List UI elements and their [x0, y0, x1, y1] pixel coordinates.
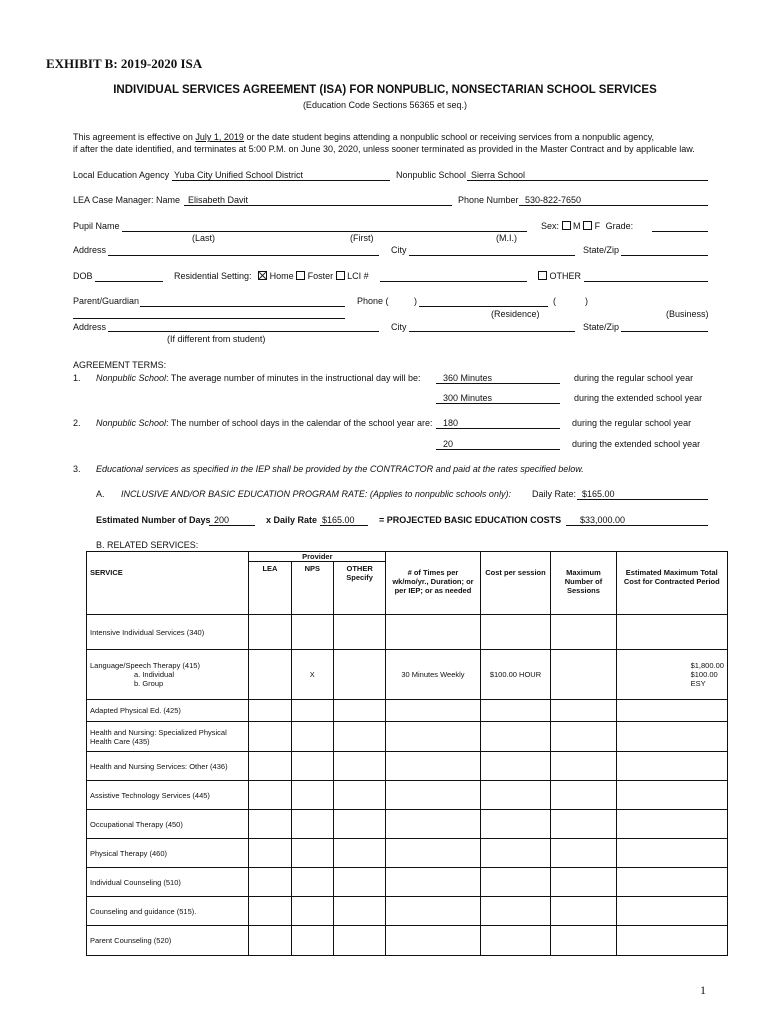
terms-heading: AGREEMENT TERMS:: [73, 360, 167, 370]
term-3-number: 3.: [73, 464, 81, 474]
term-2-desc-1: during the regular school year: [572, 418, 692, 428]
lea-cell[interactable]: [249, 897, 291, 926]
service-name: Parent Counseling (520): [87, 926, 249, 956]
header-est: Estimated Maximum Total Cost for Contracted Period: [616, 552, 727, 615]
table-row: [87, 650, 728, 700]
times-cell[interactable]: [386, 700, 480, 722]
term-1-label: Nonpublic School: [96, 373, 167, 383]
nps-cell[interactable]: [291, 839, 333, 868]
table-row: [87, 781, 728, 810]
lea-cell[interactable]: [249, 839, 291, 868]
last-caption: (Last): [192, 233, 216, 243]
lea-cell[interactable]: [249, 700, 291, 722]
nps-cell[interactable]: X: [291, 650, 333, 700]
header-cost: Cost per session: [480, 552, 551, 615]
cost-cell[interactable]: [480, 868, 551, 897]
sex-f-checkbox[interactable]: [583, 221, 592, 230]
other-cell[interactable]: [333, 752, 385, 781]
city-line[interactable]: [409, 255, 575, 256]
est-cell[interactable]: [616, 868, 727, 897]
max-cell[interactable]: [551, 810, 616, 839]
other-cell[interactable]: [333, 868, 385, 897]
section-a-text: INCLUSIVE AND/OR BASIC EDUCATION PROGRAM RATE: (Applies to nonpublic schools only):: [121, 489, 511, 499]
phone-line: [519, 205, 708, 206]
service-sub-group: b. Group: [134, 679, 164, 688]
term-2-text: [96, 418, 433, 428]
cost-cell[interactable]: [480, 700, 551, 722]
grade-line[interactable]: [652, 231, 708, 232]
residence-caption: (Residence): [491, 309, 540, 319]
other-field: [538, 271, 581, 281]
header-provider: Provider: [249, 552, 386, 562]
different-caption: (If different from student): [167, 334, 266, 344]
est-cell[interactable]: [616, 926, 727, 956]
lea-cell[interactable]: [249, 868, 291, 897]
guardian-statezip-line[interactable]: [621, 331, 708, 332]
guardian-line[interactable]: [140, 306, 345, 307]
est-cell[interactable]: [616, 781, 727, 810]
daily-rate-value[interactable]: $165.00: [582, 489, 615, 499]
table-row: [87, 752, 728, 781]
est-cell[interactable]: [616, 722, 727, 752]
document-subtitle: (Education Code Sections 56365 et seq.): [302, 100, 468, 110]
service-name: Individual Counseling (510): [87, 868, 249, 897]
term-2-line-1: [436, 428, 560, 429]
city-label: City: [391, 245, 407, 255]
max-cell[interactable]: [551, 926, 616, 956]
service-name: Intensive Individual Services (340): [87, 615, 249, 650]
residence-phone-line[interactable]: [419, 306, 548, 307]
lea-cell[interactable]: [249, 781, 291, 810]
est-cell[interactable]: [616, 650, 727, 700]
guardian-phone-label: Phone (: [357, 296, 389, 306]
guardian-address-label: Address: [73, 322, 107, 332]
header-service: SERVICE: [87, 552, 249, 615]
header-other: OTHER Specify: [333, 562, 385, 615]
service-name: [87, 650, 249, 700]
cost-cell[interactable]: $100.00 HOUR: [480, 650, 551, 700]
term-1-value-1[interactable]: 360 Minutes: [443, 373, 493, 383]
cost-cell[interactable]: [480, 781, 551, 810]
times-cell[interactable]: [386, 897, 480, 926]
times-cell[interactable]: [386, 615, 480, 650]
est-days-value[interactable]: 200: [214, 515, 230, 525]
nps-cell[interactable]: [291, 868, 333, 897]
intro-text-b: or the date student begins attending a nonpublic school or receiving services from a nonpublic agency,: [243, 132, 655, 142]
term-2-number: 2.: [73, 418, 81, 428]
est-cell[interactable]: [616, 810, 727, 839]
business-paren-open: (: [553, 296, 556, 306]
other-cell[interactable]: [333, 615, 385, 650]
grade-label: Grade:: [605, 221, 634, 231]
pupil-name-label: Pupil Name: [73, 221, 120, 231]
table-row: [87, 810, 728, 839]
lea-cell[interactable]: [249, 615, 291, 650]
service-name: Adapted Physical Ed. (425): [87, 700, 249, 722]
projected-label: = PROJECTED BASIC EDUCATION COSTS: [379, 515, 562, 525]
lci-label: LCI #: [347, 271, 369, 281]
times-cell[interactable]: [386, 926, 480, 956]
est-cell[interactable]: [616, 839, 727, 868]
section-a-letter: A.: [96, 489, 105, 499]
nps-label: Nonpublic School: [396, 170, 467, 180]
term-2-value-1[interactable]: 180: [443, 418, 459, 428]
term-2-line-2: [436, 449, 560, 450]
sex-label: Sex:: [541, 221, 560, 231]
effective-date: July 1, 2019: [195, 132, 244, 142]
lea-cell[interactable]: [249, 752, 291, 781]
guardian-line-2[interactable]: [73, 318, 345, 319]
table-row: [87, 722, 728, 752]
header-nps: NPS: [291, 562, 333, 615]
statezip-label: State/Zip: [583, 245, 620, 255]
other-cell[interactable]: [333, 722, 385, 752]
statezip-line[interactable]: [621, 255, 708, 256]
guardian-label: Parent/Guardian: [73, 296, 140, 306]
address-label: Address: [73, 245, 107, 255]
max-cell[interactable]: [551, 615, 616, 650]
sex-m-checkbox[interactable]: [562, 221, 571, 230]
est-days-label: Estimated Number of Days: [96, 515, 211, 525]
term-1-desc-1: during the regular school year: [574, 373, 694, 383]
projected-line: [566, 525, 708, 526]
home-checkbox[interactable]: [258, 271, 267, 280]
times-cell[interactable]: 30 Minutes Weekly: [386, 650, 480, 700]
projected-value[interactable]: $33,000.00: [580, 515, 626, 525]
est-cell[interactable]: [616, 752, 727, 781]
nps-value[interactable]: Sierra School: [471, 170, 526, 180]
est-value-esy: $100.00 ESY: [690, 670, 718, 688]
x-daily-label: x Daily Rate: [266, 515, 318, 525]
other-cell[interactable]: [333, 839, 385, 868]
sex-field: [541, 221, 633, 231]
residential-label: Residential Setting:: [174, 271, 252, 281]
service-name: Health and Nursing: Specialized Physical Health Care (435): [87, 722, 249, 752]
service-name: Physical Therapy (460): [87, 839, 249, 868]
first-caption: (First): [350, 233, 374, 243]
phone-value[interactable]: 530-822-7650: [525, 195, 582, 205]
lea-cell[interactable]: [249, 926, 291, 956]
business-caption: (Business): [666, 309, 709, 319]
times-cell[interactable]: [386, 722, 480, 752]
sex-m-label: M: [573, 221, 581, 231]
max-cell[interactable]: [551, 868, 616, 897]
daily-rate-line: [577, 499, 708, 500]
max-cell[interactable]: [551, 781, 616, 810]
service-name: Assistive Technology Services (445): [87, 781, 249, 810]
exhibit-label: EXHIBIT B: 2019-2020 ISA: [46, 56, 203, 71]
other-cell[interactable]: [333, 700, 385, 722]
term-1-text: [96, 373, 421, 383]
max-cell[interactable]: [551, 897, 616, 926]
lea-cell[interactable]: [249, 650, 291, 700]
residential-setting: [174, 271, 369, 281]
business-paren-close: ): [585, 296, 588, 306]
table-row: [87, 700, 728, 722]
est-cell[interactable]: [616, 700, 727, 722]
other-line[interactable]: [584, 281, 708, 282]
service-sub-individual: a. Individual: [134, 670, 175, 679]
guardian-city-line[interactable]: [409, 331, 575, 332]
est-cell[interactable]: [616, 897, 727, 926]
nps-cell[interactable]: [291, 700, 333, 722]
guardian-statezip-label: State/Zip: [583, 322, 620, 332]
lea-cell[interactable]: [249, 810, 291, 839]
header-times: # of Times per wk/mo/yr., Duration; or per IEP; or as needed: [386, 552, 480, 615]
services-table: [86, 551, 728, 956]
lea-label: Local Education Agency: [73, 170, 170, 180]
times-cell[interactable]: [386, 839, 480, 868]
nps-cell[interactable]: [291, 897, 333, 926]
intro-text-a: This agreement is effective on: [73, 132, 196, 142]
est-cell[interactable]: [616, 615, 727, 650]
term-1-value-2[interactable]: 300 Minutes: [443, 393, 493, 403]
other-cell[interactable]: [333, 781, 385, 810]
table-row: [87, 897, 728, 926]
dob-label: DOB: [73, 271, 93, 281]
table-row: [87, 615, 728, 650]
cost-cell[interactable]: [480, 926, 551, 956]
x-daily-line: [320, 525, 368, 526]
table-row: [87, 926, 728, 956]
other-cell[interactable]: [333, 650, 385, 700]
lci-line[interactable]: [380, 281, 527, 282]
lea-field-line: [172, 180, 390, 181]
term-3-text: Educational services as specified in the IEP shall be provided by the CONTRACTOR and paid at the rates specified below.: [96, 464, 584, 474]
term-1-desc: : The average number of minutes in the instructional day will be:: [166, 373, 421, 383]
case-manager-value[interactable]: Elisabeth Davit: [188, 195, 249, 205]
address-line[interactable]: [108, 255, 379, 256]
nps-cell[interactable]: [291, 752, 333, 781]
other-cell[interactable]: [333, 926, 385, 956]
service-name: Counseling and guidance (515).: [87, 897, 249, 926]
intro-line-1: [73, 132, 654, 142]
guardian-paren-close: ): [414, 296, 417, 306]
times-cell[interactable]: [386, 810, 480, 839]
document-title: INDIVIDUAL SERVICES AGREEMENT (ISA) FOR NONPUBLIC, NONSECTARIAN SCHOOL SERVICES: [113, 84, 657, 96]
table-header-row-1: [87, 552, 728, 562]
est-value-regular: $1,800.00: [690, 661, 724, 670]
max-cell[interactable]: [551, 752, 616, 781]
term-2-value-2[interactable]: 20: [443, 439, 454, 449]
service-name: Occupational Therapy (450): [87, 810, 249, 839]
other-checkbox[interactable]: [538, 271, 547, 280]
service-name: Health and Nursing Services: Other (436): [87, 752, 249, 781]
max-cell[interactable]: [551, 839, 616, 868]
daily-rate-label: Daily Rate:: [532, 489, 577, 499]
sex-f-label: F: [594, 221, 601, 231]
term-2-desc: : The number of school days in the calendar of the school year are:: [166, 418, 433, 428]
guardian-city-label: City: [391, 322, 407, 332]
nps-cell[interactable]: [291, 781, 333, 810]
table-row: [87, 868, 728, 897]
nps-cell[interactable]: [291, 926, 333, 956]
term-1-desc-2: during the extended school year: [574, 393, 703, 403]
home-label: Home: [269, 271, 294, 281]
header-max: Maximum Number of Sessions: [551, 552, 616, 615]
cost-cell[interactable]: [480, 752, 551, 781]
cost-cell[interactable]: [480, 722, 551, 752]
est-days-line: [209, 525, 255, 526]
header-lea: LEA: [249, 562, 291, 615]
nps-cell[interactable]: [291, 615, 333, 650]
cost-cell[interactable]: [480, 897, 551, 926]
times-cell[interactable]: [386, 868, 480, 897]
phone-label: Phone Number: [458, 195, 519, 205]
max-cell[interactable]: [551, 650, 616, 700]
x-daily-value[interactable]: $165.00: [322, 515, 355, 525]
nps-cell[interactable]: [291, 810, 333, 839]
times-cell[interactable]: [386, 752, 480, 781]
term-1-line-1: [436, 383, 560, 384]
cost-cell[interactable]: [480, 839, 551, 868]
case-manager-line: [184, 205, 452, 206]
intro-line-2: if after the date identified, and terminates at 5:00 P.M. on June 30, 2020, unless sooner terminated as provided in the Master Contract and by applicable law.: [73, 144, 695, 154]
dob-line[interactable]: [95, 281, 163, 282]
page-number: 1: [700, 983, 706, 997]
related-services-heading: B. RELATED SERVICES:: [96, 540, 199, 550]
lci-checkbox[interactable]: [336, 271, 345, 280]
other-cell[interactable]: [333, 897, 385, 926]
term-1-line-2: [436, 403, 560, 404]
guardian-address-line[interactable]: [108, 331, 379, 332]
case-manager-label: LEA Case Manager: Name: [73, 195, 181, 205]
times-cell[interactable]: [386, 781, 480, 810]
max-cell[interactable]: [551, 700, 616, 722]
term-2-label: Nonpublic School: [96, 418, 167, 428]
table-row: [87, 839, 728, 868]
pupil-name-line[interactable]: [122, 231, 527, 232]
max-cell[interactable]: [551, 722, 616, 752]
foster-label: Foster: [307, 271, 334, 281]
foster-checkbox[interactable]: [296, 271, 305, 280]
service-title: Language/Speech Therapy (415): [90, 661, 200, 670]
term-1-number: 1.: [73, 373, 81, 383]
lea-cell[interactable]: [249, 722, 291, 752]
other-cell[interactable]: [333, 810, 385, 839]
cost-cell[interactable]: [480, 810, 551, 839]
other-label: OTHER: [549, 271, 582, 281]
lea-value[interactable]: Yuba City Unified School District: [174, 170, 304, 180]
cost-cell[interactable]: [480, 615, 551, 650]
nps-field-line: [467, 180, 708, 181]
term-2-desc-2: during the extended school year: [572, 439, 701, 449]
nps-cell[interactable]: [291, 722, 333, 752]
mi-caption: (M.I.): [496, 233, 517, 243]
